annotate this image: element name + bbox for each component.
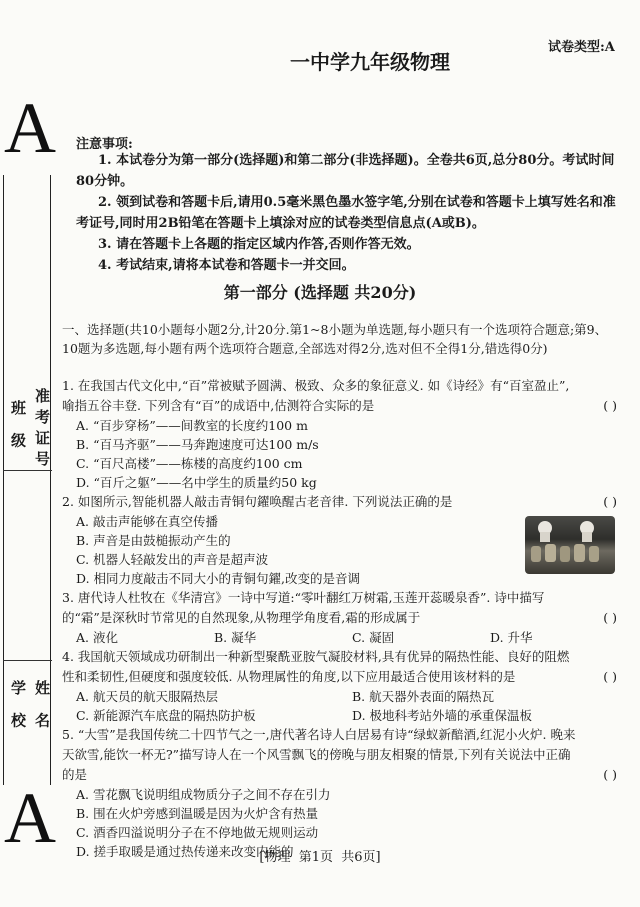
- note-item: 1. 本试卷分为第一部分(选择题)和第二部分(非选择题)。全卷共6页,总分80分。考试时间80分钟。: [76, 153, 615, 189]
- option-c: C. 酒香四溢说明分子在不停地做无规则运动: [76, 825, 319, 840]
- option-c: C. 凝固: [352, 630, 395, 645]
- answer-paren: ( ): [603, 669, 617, 684]
- option-a: A. 雪花飘飞说明组成物质分子之间不存在引力: [76, 787, 331, 802]
- question-stem: 5. “大雪”是我国传统二十四节气之一,唐代著名诗人白居易有诗“绿蚁新醅酒,红泥小火炉. 晚来天欲雪,能饮一杯无?”描写诗人在一个风雪飘飞的傍晚与朋友相聚的情景,下列有关说法中正确的是: [62, 727, 576, 782]
- class-label: 班 级: [9, 400, 27, 454]
- paper-type-label: 试卷类型:A: [548, 40, 615, 55]
- question-block: [62, 376, 617, 492]
- option-d: D. 极地科考站外墙的承重保温板: [352, 708, 533, 723]
- question-block: [62, 647, 617, 725]
- notes-list: [76, 150, 616, 276]
- question-stem: 4. 我国航天领域成功研制出一种新型聚酰亚胺气凝胶材料,具有优异的隔热性能、良好的阻燃性和柔韧性,但硬度和强度较低. 从物理属性的角度,以下应用最适合使用该材料的是: [62, 649, 570, 684]
- paper-type-letter-top: A: [4, 88, 56, 168]
- option-b: B. 声音是由鼓槌振动产生的: [76, 533, 231, 548]
- paper-type-letter-bottom: A: [4, 778, 56, 858]
- option-d: D. “百斤之躯”——名中学生的质量约50 kg: [76, 475, 317, 490]
- option-c: C. 机器人轻敲发出的声音是超声波: [76, 552, 269, 567]
- notes-heading: 注意事项:: [76, 137, 133, 152]
- question-block: [62, 492, 617, 588]
- question-stem: 3. 唐代诗人杜牧在《华清宫》一诗中写道:“零叶翻红万树霜,玉莲开蕊暖泉香”. 诗中描写的“霜”是深秋时节常见的自然现象,从物理学角度看,霜的形成属于: [62, 590, 545, 625]
- page-footer: [物理 第1页 共6页]: [259, 850, 381, 865]
- options-row: [62, 706, 617, 725]
- option-b: B. “百马齐驱”——马奔跑速度可达100 m/s: [76, 437, 319, 452]
- answer-paren: ( ): [603, 398, 617, 413]
- option-d: D. 升华: [490, 630, 533, 645]
- school-label: 学 校: [9, 680, 27, 734]
- strip-divider: [3, 660, 52, 661]
- option-d: D. 相同力度敲击不同大小的青铜句鑃,改变的是音调: [76, 571, 360, 586]
- section-intro: 一、选择题(共10小题每小题2分,计20分.第1~8小题为单选题,每小题只有一个选项符合题意;第9、10题为多选题,每小题有两个选项符合题意,全部选对得2分,选对但不全得1分,错选得0分): [62, 322, 608, 356]
- note-item: 2. 领到试卷和答题卡后,请用0.5毫米黑色墨水签字笔,分别在试卷和答题卡上填写姓名和准考证号,同时用2B铅笔在答题卡上填涂对应的试卷类型信息点(A或B)。: [76, 195, 616, 231]
- name-label: 姓 名: [33, 680, 51, 734]
- option-a: A. 敲击声能够在真空传播: [76, 514, 218, 529]
- note-item: 3. 请在答题卡上各题的指定区域内作答,否则作答无效。: [98, 237, 420, 252]
- option-d: D. 搓手取暖是通过热传递来改变内能的: [76, 844, 294, 859]
- option-c: C. 新能源汽车底盘的隔热防护板: [76, 708, 256, 723]
- options-row: [62, 687, 617, 706]
- question-stem: 1. 在我国古代文化中,“百”常被赋予圆满、极致、众多的象征意义. 如《诗经》有“百室盈止”,喻指五谷丰登. 下列含有“百”的成语中,估测符合实际的是: [62, 378, 570, 413]
- option-b: B. 围在火炉旁感到温暖是因为火炉含有热量: [76, 806, 319, 821]
- option-a: A. “百步穿杨”——间教室的长度约100 m: [76, 418, 308, 433]
- note-item: 4. 考试结束,请将本试卷和答题卡一并交回。: [98, 258, 355, 273]
- option-a: A. 液化: [76, 630, 118, 645]
- question-stem: 2. 如图所示,智能机器人敲击青铜句鑃唤醒古老音律. 下列说法正确的是: [62, 494, 453, 509]
- robot-figure-svg: [525, 516, 615, 574]
- answer-paren: ( ): [603, 767, 617, 782]
- questions-list: [62, 376, 617, 861]
- option-b: B. 凝华: [214, 630, 257, 645]
- part-title: 第一部分 (选择题 共20分): [223, 283, 417, 302]
- answer-paren: ( ): [603, 494, 617, 509]
- exam-number-label: 准考证号: [33, 388, 51, 472]
- options-row: [62, 628, 617, 647]
- option-c: C. “百尺高楼”——栋楼的高度约100 cm: [76, 456, 303, 471]
- option-a: A. 航天员的航天服隔热层: [76, 689, 218, 704]
- question-block: [62, 725, 617, 861]
- question-block: [62, 588, 617, 647]
- answer-paren: ( ): [603, 610, 617, 625]
- page-title: 一中学九年级物理: [290, 50, 450, 74]
- robot-bronze-bell-figure: [525, 516, 615, 574]
- option-b: B. 航天器外表面的隔热瓦: [352, 689, 495, 704]
